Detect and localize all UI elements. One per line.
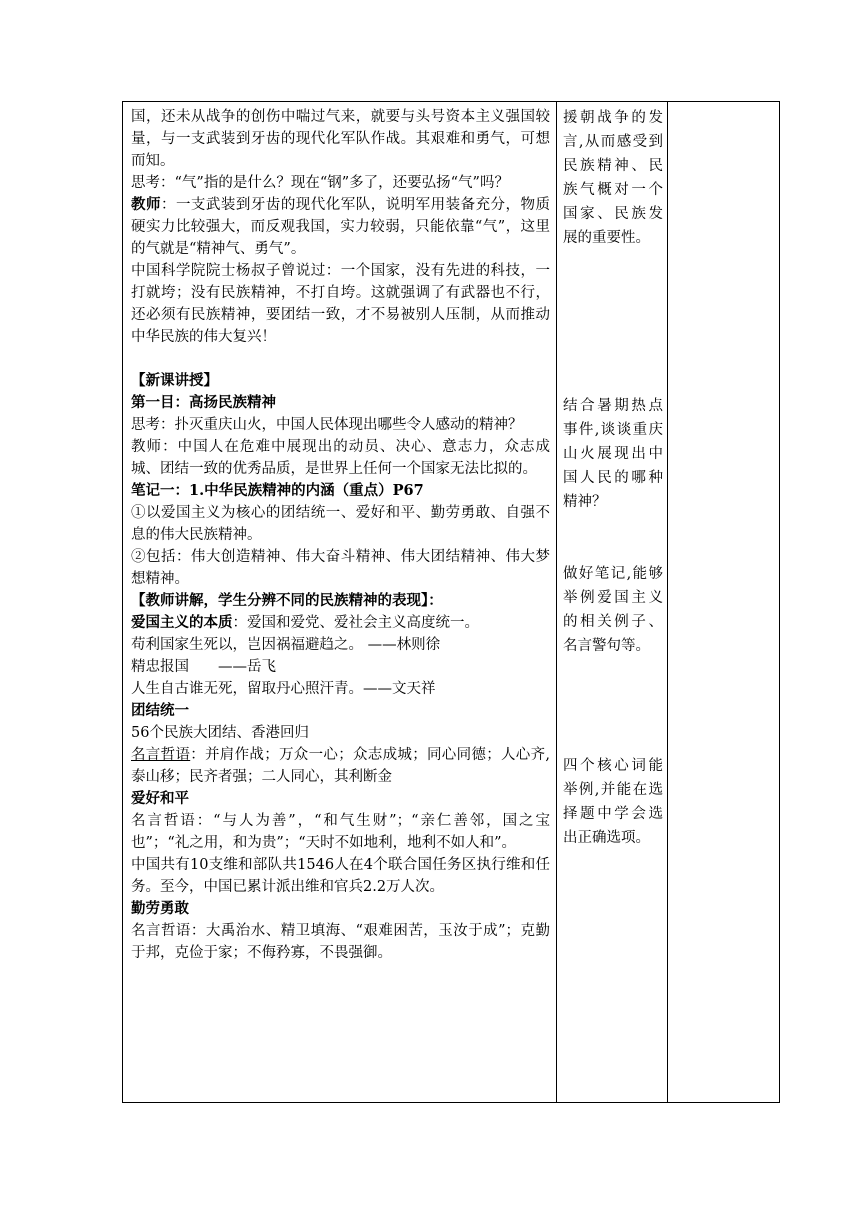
think-question-1: 思考：“气”指的是什么？现在“钢”多了，还要弘扬“气”吗？: [131, 175, 509, 191]
student-activity-cell: [557, 102, 668, 1103]
peace-facts: 中国共有10支维和部队共1546人在4个联合国任务区执行维和任务。至今，中国已累计派出维和官兵2.2万人次。: [131, 857, 550, 895]
teacher-paragraph-1: [131, 194, 550, 260]
lesson-plan-table: [122, 101, 780, 1103]
teacher-label: 教师: [131, 196, 161, 213]
diligence-heading: 勤劳勇敢: [131, 900, 189, 917]
yang-quote-paragraph: 中国科学院院士杨叔子曾说过：一个国家，没有先进的科技，一打就垮；没有民族精神，不打自垮。这就强调了有武器也不行，还必须有民族精神，要团结一致，才不易被别人压制，从而推动中华民族的伟大复兴！: [131, 263, 550, 345]
patriotism-text: ：爱国和爱党、爱社会主义高度统一。: [232, 615, 479, 631]
quote-yue-fei: 精忠报国 ——岳飞: [131, 659, 276, 675]
unity-quotes: [131, 744, 550, 788]
note-1-item-2: ②包括：伟大创造精神、伟大奋斗精神、伟大团结精神、伟大梦想精神。: [131, 549, 550, 587]
new-lesson-heading: 【新课讲授】: [131, 372, 218, 389]
unity-quotes-text: ：并肩作战；万众一心；众志成城；同心同德；人心齐,泰山移；民齐者强；二人同心，其利断金: [131, 747, 551, 785]
table-row: [123, 102, 780, 1103]
teacher-text: ：一支武装到牙齿的现代化军队，说明军用装备充分，物质硬实力比较强大，而反观我国，实力较弱，只能依靠“气”，这里的气就是“精神气、勇气”。: [131, 197, 551, 257]
side-note-1: 援朝战争的发言,从而感受到民族精神、民族气概对一个国家、民族发展的重要性。: [563, 110, 663, 246]
unity-text: 56个民族大团结、香港回归: [131, 725, 309, 741]
side-note-4: 四个核心词能举例,并能在选择题中学会选出正确选项。: [563, 758, 663, 846]
intro-paragraph: 国，还未从战争的创伤中喘过气来，就要与头号资本主义强国较量，与一支武装到牙齿的现代化军队作战。其艰难和勇气，可想而知。: [131, 109, 550, 169]
unity-heading: 团结统一: [131, 702, 189, 719]
teaching-content-cell: [123, 102, 557, 1103]
peace-quotes: 名言哲语：“与人为善”，“和气生财”；“亲仁善邻，国之宝也”；“礼之用，和为贵”；“天时不如地利，地利不如人和”。: [131, 813, 550, 851]
teacher-explain-heading: 【教师讲解，学生分辨不同的民族精神的表现】：: [131, 592, 443, 609]
quote-wen-tianxiang: 人生自古谁无死，留取丹心照汗青。——文天祥: [131, 681, 436, 697]
remarks-content: [668, 102, 779, 1098]
patriotism-line: [131, 612, 550, 634]
diligence-quotes: 名言哲语：大禹治水、精卫填海、“艰难困苦，玉汝于成”；克勤于邦，克俭于家；不侮矜寡，不畏强御。: [131, 923, 550, 961]
think-question-2: 思考：扑灭重庆山火，中国人民体现出哪些令人感动的精神？: [131, 417, 523, 433]
spacer: [131, 348, 550, 370]
note-1-item-1: ①以爱国主义为核心的团结统一、爱好和平、勤劳勇敢、自强不息的伟大民族精神。: [131, 505, 550, 543]
peace-heading: 爱好和平: [131, 790, 189, 807]
remarks-cell: [668, 102, 780, 1103]
patriotism-label: 爱国主义的本质: [131, 614, 233, 631]
teacher-paragraph-2: 教师：中国人在危难中展现出的动员、决心、意志力，众志成城、团结一致的优秀品质，是世界上任何一个国家无法比拟的。: [131, 439, 550, 477]
unity-quotes-label: 名言哲语: [131, 747, 191, 763]
side-note-3: 做好笔记,能够举例爱国主义的相关例子、名言警句等。: [563, 566, 663, 654]
note-1-title: 笔记一：1.中华民族精神的内涵（重点）P67: [131, 482, 424, 499]
section-1-title: 第一目：高扬民族精神: [131, 394, 276, 411]
quote-lin-zexu: 苟利国家生死以，岂因祸福避趋之。 ——林则徐: [131, 637, 441, 653]
side-note-2: 结合暑期热点事件,谈谈重庆山火展现出中国人民的哪种精神？: [563, 398, 663, 510]
